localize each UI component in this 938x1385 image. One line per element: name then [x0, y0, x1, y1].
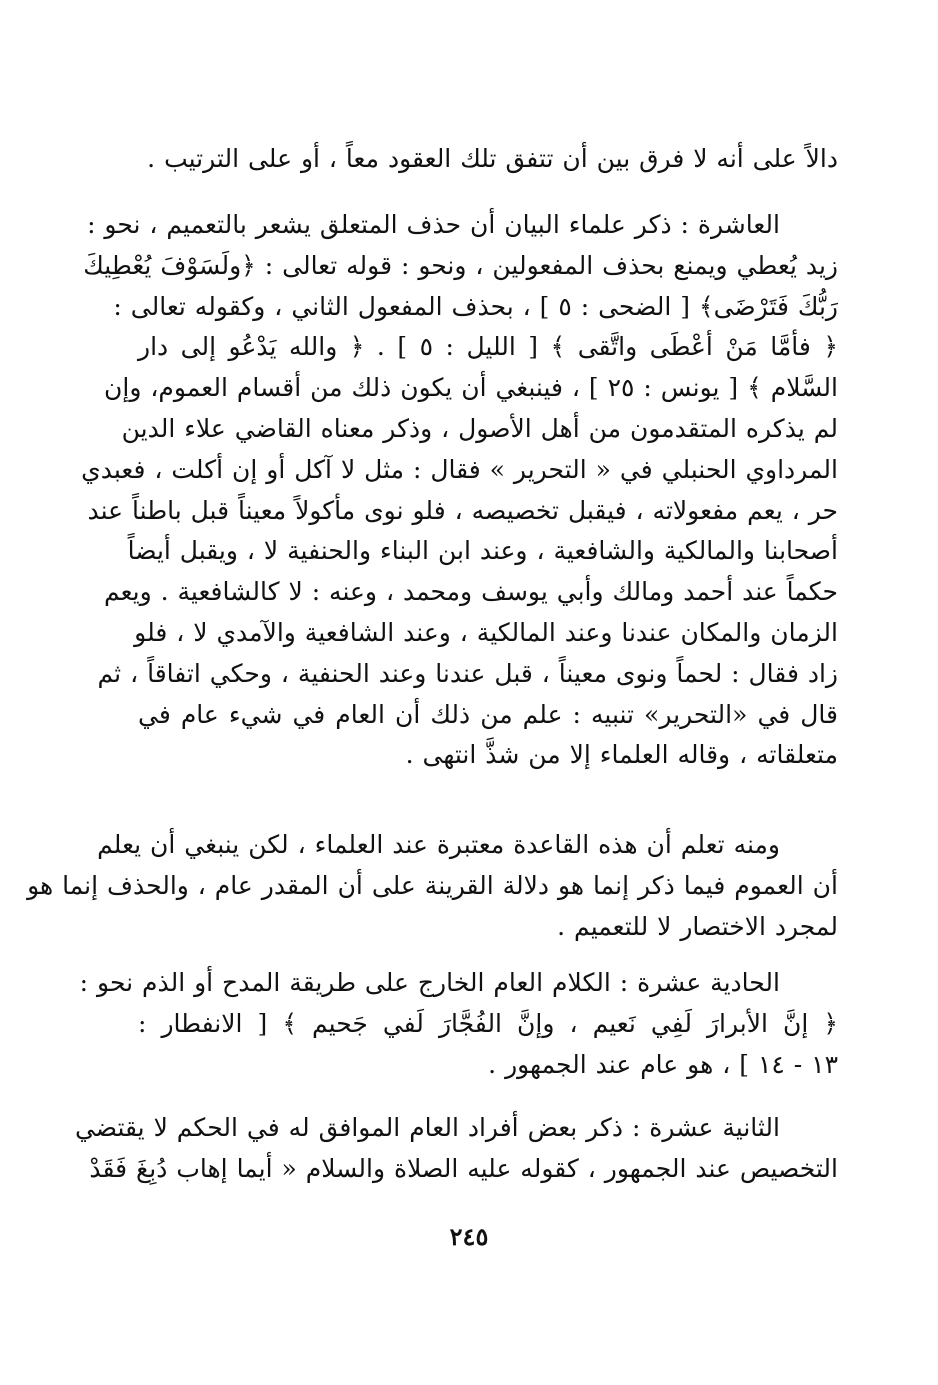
- text-line: حر ، يعم مفعولاته ، فيقبل تخصيصه ، فلو نوى مأكولاً معيناً قبل باطناً عند: [87, 495, 838, 525]
- text-line: أصحابنا والمالكية والشافعية ، وعند ابن البناء والحنفية لا ، ويقبل أيضاً: [127, 536, 838, 566]
- tenth-rule-paragraph: [81, 205, 838, 776]
- text-line: العاشرة : ذكر علماء البيان أن حذف المتعلق يشعر بالتعميم ، نحو :: [87, 210, 780, 239]
- text-line: ومنه تعلم أن هذه القاعدة معتبرة عند العلماء ، لكن ينبغي أن يعلم: [97, 830, 780, 859]
- text-line: الزمان والمكان عندنا وعند المالكية ، وعند الشافعية والآمدي لا ، فلو: [134, 617, 838, 647]
- text-line: السَّلام ﴾ [ يونس : ٢٥ ] ، فينبغي أن يكون ذلك من أقسام العموم، وإن: [104, 373, 838, 403]
- text-line: لم يذكره المتقدمون من أهل الأصول ، وذكر معناه القاضي علاء الدين: [121, 413, 838, 443]
- text-line: قال في «التحرير» تنبيه : علم من ذلك أن العام في شيء عام في: [138, 699, 838, 729]
- text-line: الحادية عشرة : الكلام العام الخارج على طريقة المدح أو الذم نحو :: [79, 968, 780, 997]
- text-line: زيد يُعطي ويمنع بحذف المفعولين ، ونحو : قوله تعالى : ﴿ولَسَوْفَ يُعْطِيكَ: [83, 250, 838, 280]
- text-line: التخصيص عند الجمهور ، كقوله عليه الصلاة والسلام « أيما إهاب دُبِغَ فَقَدْ: [89, 1153, 838, 1183]
- text-line: أن العموم فيما ذكر إنما هو دلالة القرينة على أن المقدر عام ، والحذف إنما هو: [27, 870, 838, 900]
- text-line: ١٣ - ١٤ ] ، هو عام عند الجمهور .: [488, 1049, 838, 1079]
- page-number: ٢٤٥: [449, 1222, 489, 1251]
- text-line: ﴿ فأمَّا مَنْ أعْطَى واتَّقى ﴾ [ الليل : ٥ ] . ﴿ والله يَدْعُو إلى دار: [138, 332, 838, 362]
- text-line: لمجرد الاختصار لا للتعميم .: [557, 911, 838, 941]
- text-line: متعلقاته ، وقاله العلماء إلا من شذَّ انتهى .: [405, 740, 838, 770]
- text-line: حكماً عند أحمد ومالك وأبي يوسف ومحمد ، وعنه : لا كالشافعية . ويعم: [103, 577, 838, 607]
- text-line: المرداوي الحنبلي في « التحرير » فقال : مثل لا آكل أو إن أكلت ، فعبدي: [81, 454, 838, 484]
- eleventh-rule-paragraph: [79, 963, 838, 1085]
- text-line: زاد فقال : لحماً ونوى معيناً ، قبل عندنا وعند الحنفية ، وحكي اتفاقاً ، ثم: [97, 658, 838, 688]
- text-line: رَبُّكَ فَتَرْضَى﴾ [ الضحى : ٥ ] ، بحذف المفعول الثاني ، وكقوله تعالى :: [113, 291, 838, 321]
- twelfth-rule-paragraph: [74, 1108, 838, 1190]
- text-line: دالاً على أنه لا فرق بين أن تتفق تلك العقود معاً ، أو على الترتيب .: [147, 144, 838, 173]
- conclusion-paragraph: [27, 825, 838, 947]
- text-line: ﴿ إنَّ الأبرارَ لَفِي نَعيم ، وإنَّ الفُجَّارَ لَفي جَحيم ﴾ [ الانفطار :: [138, 1008, 838, 1038]
- text-line: الثانية عشرة : ذكر بعض أفراد العام الموافق له في الحكم لا يقتضي: [74, 1113, 780, 1142]
- intro-paragraph: [138, 139, 838, 180]
